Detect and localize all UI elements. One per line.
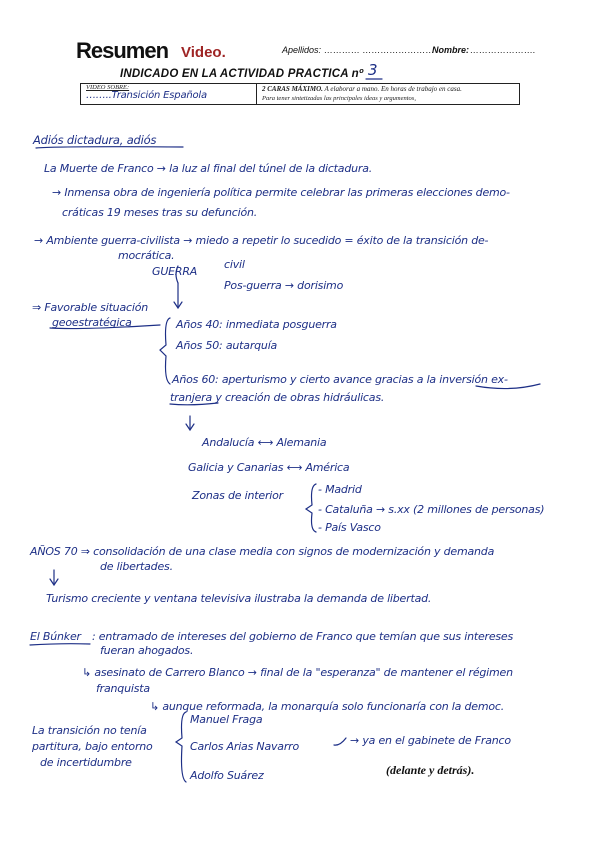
- note-posguerra: Pos-guerra → dorisimo: [224, 279, 344, 292]
- video-topic[interactable]: ……..Transición Española: [86, 90, 207, 101]
- note-anos50: Años 50: autarquía: [176, 339, 278, 352]
- note-guerra: GUERRA: [152, 265, 198, 278]
- anos-bracket: [160, 318, 170, 384]
- note-transicion-2: partitura, bajo entorno: [32, 740, 153, 753]
- note-ingenieria-1: → Inmensa obra de ingeniería política permite celebrar las primeras elecciones demo-: [52, 186, 510, 199]
- note-favorable-1: ⇒ Favorable situación: [32, 301, 149, 314]
- note-ambiente-2: mocrática.: [118, 249, 175, 262]
- note-ambiente-1: → Ambiente guerra-civilista → miedo a repetir lo sucedido = éxito de la transición de-: [34, 234, 489, 247]
- note-transicion-1: La transición no tenía: [32, 724, 147, 737]
- note-favorable-2: geoestratégica: [52, 316, 132, 329]
- personas-arrow-stroke: [334, 738, 346, 745]
- note-arias-navarro: Carlos Arias Navarro: [190, 740, 300, 753]
- apellidos-field[interactable]: ………… ……………………: [324, 45, 435, 55]
- note-zonas: Zonas de interior: [192, 489, 283, 502]
- note-galicia: Galicia y Canarias ⟷ América: [188, 461, 350, 474]
- note-turismo: Turismo creciente y ventana televisiva ilustraba la demanda de libertad.: [46, 592, 432, 605]
- caras-label: 2 CARAS MÁXIMO.: [262, 85, 323, 93]
- note-anos70-1: AÑOS 70 ⇒ consolidación de una clase media con signos de modernización y demanda: [30, 545, 495, 558]
- note-bunker-1: : entramado de intereses del gobierno de Franco que temían que sus intereses: [92, 630, 514, 643]
- note-bunker-2: fueran ahogados.: [100, 644, 194, 657]
- nombre-field[interactable]: ………………….: [470, 45, 536, 55]
- note-pais-vasco: - País Vasco: [318, 521, 381, 534]
- note-gabinete: → ya en el gabinete de Franco: [350, 734, 511, 747]
- note-anos60-2: tranjera y creación de obras hidráulicas.: [170, 391, 385, 404]
- note-monarquia: ↳ aunque reformada, la monarquía solo funcionaría con la democ.: [150, 700, 505, 713]
- note-anos40: Años 40: inmediata posguerra: [176, 318, 337, 331]
- note-suarez: Adolfo Suárez: [190, 769, 264, 782]
- zonas-bracket: [306, 484, 316, 532]
- note-andalucia: Andalucía ⟷ Alemania: [202, 436, 327, 449]
- doc-title: Resumen: [76, 38, 169, 63]
- apellidos-label: Apellidos:: [282, 45, 322, 55]
- caras-subtext: Para tener sintetizadas las principales ideas y argumentos,: [262, 95, 416, 102]
- notes-heading: Adiós dictadura, adiós: [33, 133, 157, 147]
- note-ingenieria-2: cráticas 19 meses tras su defunción.: [62, 206, 258, 219]
- video-label: VIDEO SOBRE:: [86, 84, 130, 91]
- instruction-number: 3: [368, 61, 378, 79]
- doc-title-accent: Video.: [181, 44, 226, 61]
- note-anos60-1: Años 60: aperturismo y cierto avance gracias a la inversión ex-: [172, 373, 508, 386]
- note-madrid: - Madrid: [318, 483, 362, 496]
- note-asesinato-2: franquista: [96, 682, 150, 695]
- note-cataluna: - Cataluña → s.xx (2 millones de personas): [318, 503, 545, 516]
- note-delante-detras: (delante y detrás).: [386, 763, 475, 777]
- note-fraga: Manuel Fraga: [190, 713, 263, 726]
- bunker-underline: [30, 644, 90, 645]
- note-guerra-civil: civil: [224, 258, 245, 271]
- personas-bracket: [176, 712, 186, 782]
- instruction-heading: INDICADO EN LA ACTIVIDAD PRACTICA nº: [120, 68, 364, 80]
- note-transicion-3: de incertidumbre: [40, 756, 132, 769]
- note-muerte-franco: La Muerte de Franco → la luz al final del túnel de la dictadura.: [44, 162, 373, 175]
- note-bunker-label: El Búnker: [30, 630, 81, 643]
- note-asesinato-1: ↳ asesinato de Carrero Blanco → final de la "esperanza" de mantener el régimen: [82, 666, 513, 679]
- caras-text: A elaborar a mano. En horas de trabajo en casa.: [324, 85, 462, 93]
- nombre-label: Nombre:: [432, 45, 470, 55]
- note-anos70-2: de libertades.: [100, 560, 173, 573]
